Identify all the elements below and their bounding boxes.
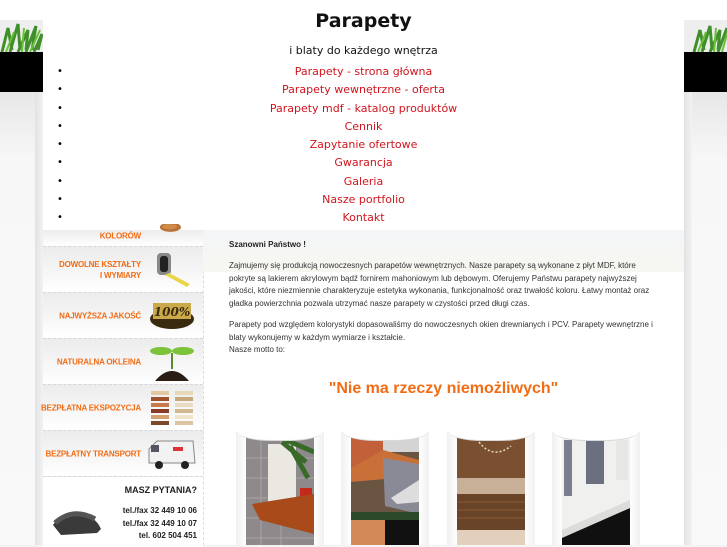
plant-icon: [684, 20, 727, 52]
left-decoration: [0, 0, 43, 545]
bullet: •: [57, 175, 63, 187]
photo-image: [457, 438, 525, 545]
bullet: •: [57, 84, 63, 96]
telephone-icon: [49, 501, 109, 541]
sidebar-item-shapes[interactable]: [43, 247, 203, 293]
page-title: Parapety: [315, 10, 412, 32]
photo-image: [246, 438, 314, 545]
windowsill-with-plant-photo: [246, 438, 314, 545]
main-content: [203, 230, 684, 545]
phone-line: tel./fax 32 449 10 06: [122, 506, 197, 515]
nav-link-gallery[interactable]: Galeria: [343, 174, 384, 188]
sidebar-item-label: NAJWYŻSZA JAKOŚĆ: [59, 311, 141, 320]
colors-text: Parapety pod względem kolorystyki dopasowaliśmy do nowoczesnych okien drewnianych i PCV. Parapety wewnętrzne i blaty wykonujemy w każdym wymiarze i kształcie.: [229, 320, 653, 342]
side-rail: [684, 92, 692, 545]
photo-gallery: [203, 432, 684, 545]
sidebar-item-label: BEZPŁATNY TRANSPORT: [45, 449, 141, 458]
sidebar-item-label: KOLORÓW: [99, 231, 141, 241]
intro-paragraph: Zajmujemy się produkcją nowoczesnych parapetów wewnętrznych. Nasze parapety są wykonane z płyt MDF, które pokryte są lakierem akrylowym bądź fornirem mahoniowym lub dębowym. Oferujemy Państwu parapety najwyższej jakości, które niezmiennie charakteryzuje estetyka wykonania, funkcjonalność oraz trwałość koloru. Łatwy montaż oraz gładka powierzchnia pozwala utrzymać nasze parapety w czystości przed długi czas.: [229, 261, 650, 308]
phone-line: tel./fax 32 449 10 07: [122, 518, 197, 528]
sidebar-item-veneer[interactable]: [43, 339, 203, 385]
bullet: •: [57, 157, 63, 169]
side-rail: [35, 92, 43, 545]
nav-link-pricing[interactable]: Cennik: [344, 119, 383, 133]
page-container: [40, 0, 684, 545]
gallery-photo[interactable]: [341, 432, 429, 545]
sidebar-item-transport[interactable]: [43, 431, 203, 477]
bullet: •: [57, 194, 63, 206]
nav-link-warranty[interactable]: Gwarancja: [334, 156, 393, 170]
nav-link-catalog[interactable]: Parapety mdf - katalog produktów: [269, 101, 458, 115]
nav-item-gallery: [43, 173, 684, 191]
photo-image: [351, 438, 419, 545]
label-line-1: DOWOLNE KSZTAŁTY: [59, 259, 141, 269]
nav-item-pricing: [43, 118, 684, 136]
bullet: •: [57, 66, 63, 77]
wood-veneer-sill-photo: [457, 438, 525, 545]
delivery-van-icon: [147, 435, 197, 473]
kitchen-countertop-photo: [351, 438, 419, 545]
guarantee-badge-icon: [147, 297, 197, 335]
tape-measure-icon: [147, 251, 197, 289]
nav-link-contact[interactable]: Kontakt: [342, 211, 385, 225]
sidebar-item-colors[interactable]: [43, 230, 203, 247]
white-windowsill-photo: [562, 438, 630, 545]
nav-item-catalog: [43, 100, 684, 118]
nav-item-contact: [43, 209, 684, 227]
bullet: •: [57, 139, 63, 151]
sidebar-item-exhibition[interactable]: [40, 385, 203, 431]
nav-item-offer: [43, 81, 684, 99]
nav-link-home[interactable]: Parapety - strona główna: [294, 65, 433, 78]
photo-image: [562, 438, 630, 545]
color-samples-icon: [147, 389, 197, 427]
nav-link-offer[interactable]: Parapety wewnętrzne - oferta: [282, 83, 445, 97]
sidebar-item-label: [59, 259, 141, 281]
colors-paragraph: [229, 319, 659, 357]
nav-link-inquiry[interactable]: Zapytanie ofertowe: [309, 138, 418, 152]
nav-link-portfolio[interactable]: Nasze portfolio: [322, 193, 405, 207]
black-band: [684, 52, 727, 92]
page-subtitle: i blaty do każdego wnętrza: [289, 44, 438, 57]
gallery-photo[interactable]: [447, 432, 535, 545]
contact-phones: [123, 505, 197, 543]
main-nav: [43, 63, 684, 228]
motto-intro: Nasze motto to:: [229, 345, 286, 354]
phone-line: tel. 602 504 451: [138, 531, 197, 540]
nav-item-warranty: [43, 154, 684, 172]
contact-box: [43, 477, 203, 547]
sidebar-item-label: BEZPŁATNA EKSPOZYCJA: [40, 403, 141, 412]
gallery-photo[interactable]: [236, 432, 324, 545]
plant-icon: [0, 20, 43, 52]
sidebar-item-label: NATURALNA OKLEINA: [56, 357, 141, 366]
label-line-2: I WYMIARY: [99, 270, 141, 280]
seedling-icon: [147, 343, 197, 381]
svg-text:100%: 100%: [153, 304, 191, 319]
wood-sample-icon: [147, 224, 197, 244]
nav-item-portfolio: [43, 191, 684, 209]
nav-item-inquiry: [43, 136, 684, 154]
gallery-photo[interactable]: [552, 432, 640, 545]
contact-question: MASZ PYTANIA?: [124, 485, 197, 495]
bullet: •: [57, 102, 63, 114]
bullet: •: [57, 120, 63, 132]
nav-item-home: [43, 63, 684, 81]
black-band: [0, 52, 43, 92]
bullet: •: [57, 212, 63, 224]
features-sidebar: [40, 230, 204, 545]
greeting: Szanowni Państwo !: [229, 240, 306, 249]
motto: "Nie ma rzeczy niemożliwych": [328, 380, 559, 397]
sidebar-item-quality[interactable]: [43, 293, 203, 339]
right-decoration: [684, 0, 727, 545]
